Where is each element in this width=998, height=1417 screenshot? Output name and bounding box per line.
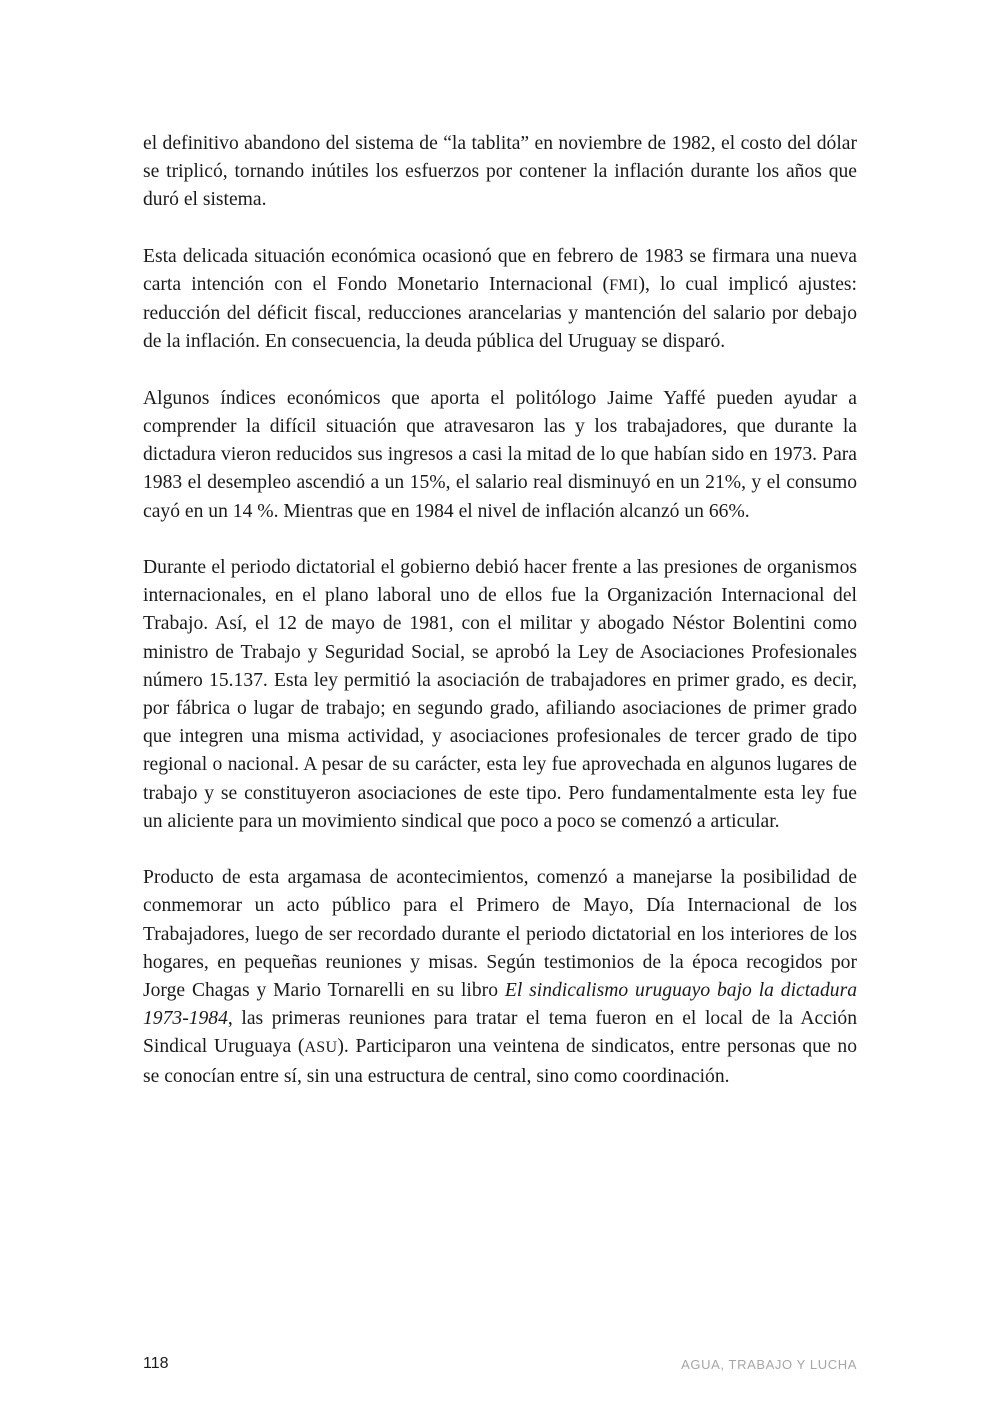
paragraph: Algunos índices económicos que aporta el politólogo Jaime Yaffé pueden ayudar a comprender la difícil situación que atravesaron las y los trabajadores, que durante la dictadura vieron reducidos sus ingresos a casi la mitad de lo que habían sido en 1973. Para 1983 el desempleo ascendió a un 15%, el salario real disminuyó en un 21%, y el consumo cayó en un 14 %. Mientras que en 1984 el nivel de inflación alcanzó un 66%.	[143, 387, 857, 522]
paragraph	[143, 864, 857, 1091]
paragraph	[143, 243, 857, 357]
page-number: 118	[143, 1355, 169, 1372]
paragraph-text: , las primeras reuniones para tratar el tema fueron en el local de la Acción Sindical Uruguaya (	[143, 1008, 857, 1058]
body-text	[143, 130, 857, 1091]
book-title: El sindicalismo uruguayo bajo la dictadura 1973-1984	[143, 980, 857, 1030]
paragraph: el definitivo abandono del sistema de “la tablita” en noviembre de 1982, el costo del dólar se triplicó, tornando inútiles los esfuerzos por contener la inflación durante los años que duró el sistema.	[143, 133, 857, 211]
running-title: AGUA, TRABAJO Y LUCHA	[681, 1357, 857, 1372]
abbreviation-fmi: FMI	[609, 277, 639, 294]
abbreviation-asu: ASU	[304, 1039, 338, 1057]
paragraph-text: ). Participaron una veintena de sindicatos, entre personas que no se conocían entre sí, sin una estructura de central, sino como coordinación.	[143, 1036, 857, 1087]
paragraph-text: Esta delicada situación económica ocasionó que en febrero de 1983 se firmara una nueva carta intención con el Fondo Monetario Internacional (	[143, 245, 857, 295]
paragraph: Durante el periodo dictatorial el gobierno debió hacer frente a las presiones de organismos internacionales, en el plano laboral uno de ellos fue la Organización Internacional del Trabajo. Así, el 12 de mayo de 1981, con el militar y abogado Néstor Bolentini como ministro de Trabajo y Seguridad Social, se aprobó la Ley de Asociaciones Profesionales número 15.137. Esta ley permitió la asociación de trabajadores en primer grado, es decir, por fábrica o lugar de trabajo; en segundo grado, afiliando asociaciones de primer grado que integren una misma actividad, y asociaciones profesionales de tercer grado de tipo regional o nacional. A pesar de su carácter, esta ley fue aprovechada en algunos lugares de trabajo y se constituyeron asociaciones de este tipo. Pero fundamentalmente esta ley fue un aliciente para un movimiento sindical que poco a poco se comenzó a articular.	[143, 557, 857, 832]
paragraph-text: Producto de esta argamasa de acontecimientos, comenzó a manejarse la posibilidad de conmemorar un acto público para el Primero de Mayo, Día Internacional de los Trabajadores, luego de ser recordado durante el periodo dictatorial en los interiores de los hogares, en pequeñas reuniones y misas. Según testimonios de la época recogidos por Jorge Chagas y Mario Tornarelli en su libro	[143, 867, 857, 1002]
paragraph-text: ), lo cual implicó ajustes: reducción del déficit fiscal, reducciones arancelarias y mantención del salario por debajo de la inflación. En consecuencia, la deuda pública del Uruguay se disparó.	[143, 274, 857, 353]
